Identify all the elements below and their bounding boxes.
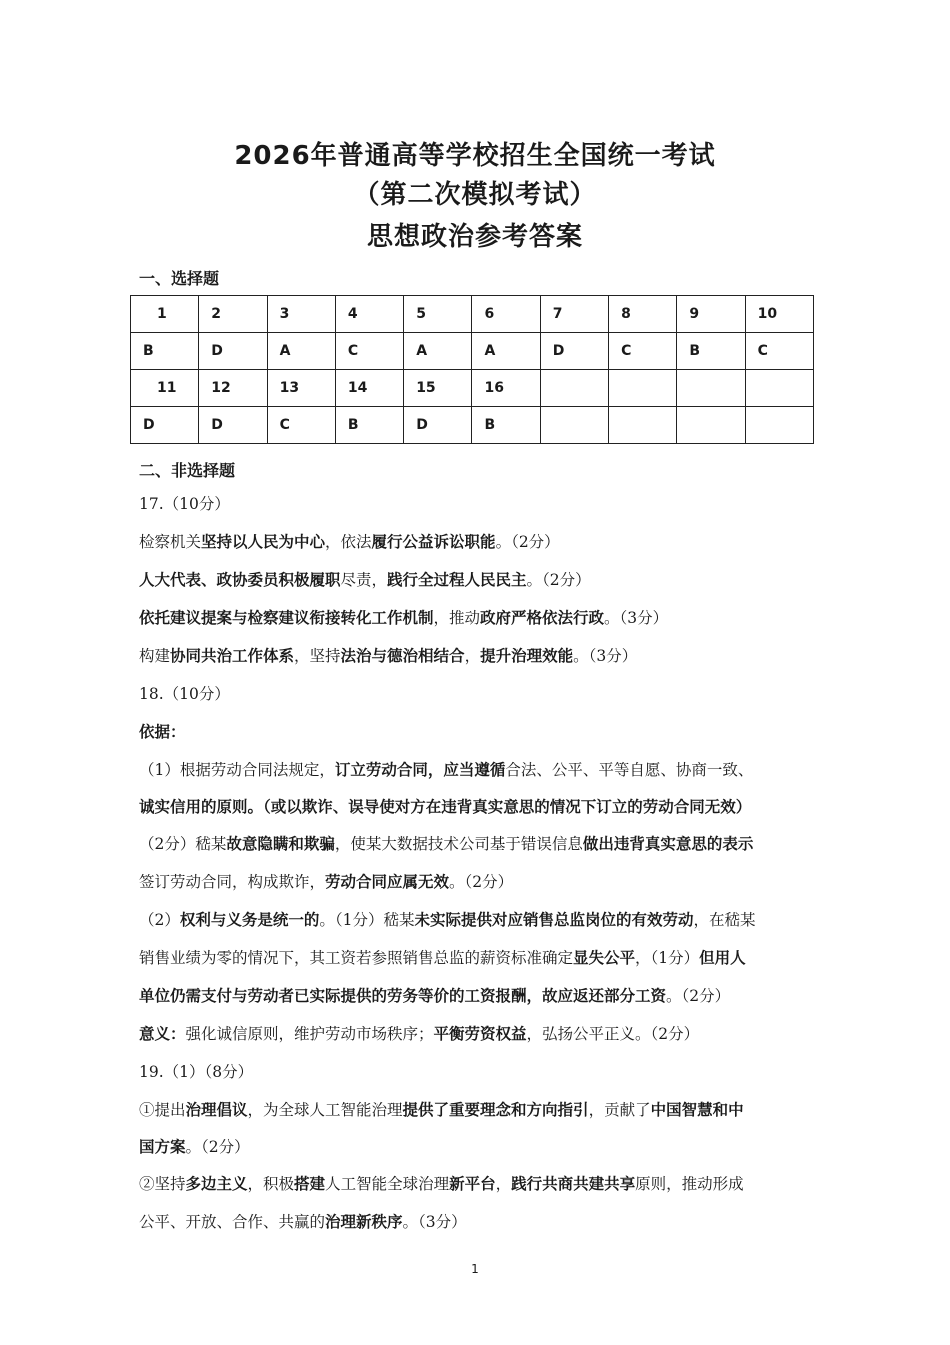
answer-text: ， xyxy=(495,1175,512,1193)
answer-cell: A xyxy=(267,333,335,370)
answer-text: 18.（10分） xyxy=(139,685,230,703)
answer-cell: D xyxy=(199,333,267,370)
question-number-cell xyxy=(677,370,745,407)
answer-cell: B xyxy=(472,407,540,444)
answer-cell: D xyxy=(131,407,199,444)
question-number-cell: 4 xyxy=(335,296,403,333)
answer-text: 19.（1）（8分） xyxy=(139,1063,254,1081)
question-number-cell: 12 xyxy=(199,370,267,407)
key-point-text: 提供了重要理念和方向指引 xyxy=(402,1100,589,1119)
answer-text: ，为全球人工智能治理 xyxy=(247,1101,403,1119)
answer-text: ②坚持 xyxy=(139,1175,186,1193)
key-point-text: 践行全过程人民民主 xyxy=(387,570,527,589)
answer-line xyxy=(139,645,819,667)
answer-text: ， xyxy=(464,647,481,665)
answer-line xyxy=(139,1173,819,1195)
answer-text: 。（2分） xyxy=(495,533,560,551)
key-point-text: 提升治理效能 xyxy=(480,646,574,665)
answer-text: 尽责， xyxy=(340,571,388,589)
question-number-cell: 1 xyxy=(131,296,199,333)
answer-cell: A xyxy=(404,333,472,370)
answer-line xyxy=(139,1099,819,1121)
answer-cell: B xyxy=(677,333,745,370)
answer-table-row xyxy=(131,370,814,407)
answer-cell xyxy=(677,407,745,444)
answer-table-row xyxy=(131,407,814,444)
answer-cell: C xyxy=(335,333,403,370)
answer-line xyxy=(139,607,819,629)
key-point-text: 劳动合同应属无效 xyxy=(325,872,450,891)
key-point-text: 政府严格依法行政 xyxy=(480,608,605,627)
answer-table-row xyxy=(131,296,814,333)
key-point-text: 但用人 xyxy=(699,948,746,967)
answer-text: 公平、开放、合作、共赢的 xyxy=(139,1213,326,1231)
question-number-cell: 15 xyxy=(404,370,472,407)
answer-text: （1）根据劳动合同法规定， xyxy=(139,761,335,779)
question-number-cell: 9 xyxy=(677,296,745,333)
answer-text: 。（2分） xyxy=(185,1138,250,1156)
answer-cell xyxy=(609,407,677,444)
answer-text: ，（1分） xyxy=(635,949,700,967)
answer-line xyxy=(139,947,819,969)
answer-cell: A xyxy=(472,333,540,370)
key-point-text: 履行公益诉讼职能 xyxy=(371,532,496,551)
answer-text: 合法、公平、平等自愿、协商一致、 xyxy=(505,761,754,779)
question-number-cell: 7 xyxy=(540,296,608,333)
question-number-cell: 6 xyxy=(472,296,540,333)
answer-text: ，在嵇某 xyxy=(693,911,756,929)
question-number-cell: 8 xyxy=(609,296,677,333)
answer-line xyxy=(139,493,819,515)
answer-text: 销售业绩为零的情况下，其工资若参照销售总监的薪资标准确定 xyxy=(139,949,574,967)
key-point-text: 意义： xyxy=(139,1024,186,1043)
question-number-cell xyxy=(745,370,813,407)
answer-cell: D xyxy=(540,333,608,370)
answer-text: 强化诚信原则，维护劳动市场秩序； xyxy=(185,1025,434,1043)
exam-subtitle: （第二次模拟考试） xyxy=(353,180,597,210)
answer-line xyxy=(139,1136,819,1158)
answer-text: 人工智能全球治理 xyxy=(325,1175,450,1193)
answer-line xyxy=(139,1211,819,1233)
key-point-text: 依据： xyxy=(139,722,186,741)
answer-line xyxy=(139,531,819,553)
answer-text: （2分）嵇某 xyxy=(139,835,227,853)
answer-cell: B xyxy=(335,407,403,444)
answer-text: （2） xyxy=(139,911,180,929)
key-point-text: 搭建 xyxy=(294,1174,326,1193)
key-point-text: 治理新秩序 xyxy=(325,1212,403,1231)
key-point-text: 多边主义 xyxy=(185,1174,248,1193)
answer-text: 。（1分）嵇某 xyxy=(319,911,415,929)
question-number-cell: 5 xyxy=(404,296,472,333)
key-point-text: 人大代表、政协委员积极履职 xyxy=(139,570,341,589)
answer-text: ，使某大数据技术公司基于错误信息 xyxy=(334,835,583,853)
answer-cell xyxy=(745,407,813,444)
answer-line xyxy=(139,871,819,893)
answer-line xyxy=(139,569,819,591)
answer-key-title: 思想政治参考答案 xyxy=(366,222,583,252)
answer-text: 。（2分） xyxy=(666,987,731,1005)
key-point-text: 依托建议提案与检察建议衔接转化工作机制 xyxy=(139,608,434,627)
key-point-text: 权利与义务是统一的 xyxy=(179,910,320,929)
key-point-text: 治理倡议 xyxy=(185,1100,248,1119)
question-number-cell: 14 xyxy=(335,370,403,407)
question-number-cell: 3 xyxy=(267,296,335,333)
key-point-text: 平衡劳资权益 xyxy=(433,1024,527,1043)
answer-line xyxy=(139,985,819,1007)
exam-title: 2026年普通高等学校招生全国统一考试 xyxy=(234,141,716,171)
answer-line xyxy=(139,759,819,781)
answer-line xyxy=(139,683,819,705)
key-point-text: 。（或以欺诈、误导使对方在违背真实意思的情况下订立的劳动合同无效） xyxy=(247,797,752,816)
answer-cell: C xyxy=(745,333,813,370)
page-number: 1 xyxy=(471,1262,479,1276)
key-point-text: 故意隐瞒和欺骗 xyxy=(226,834,335,853)
key-point-text: 国方案 xyxy=(139,1137,186,1156)
key-point-text: 单位仍需支付与劳动者已实际提供的劳务等价的工资报酬，故应返还部分工资 xyxy=(139,986,667,1005)
answer-cell xyxy=(540,407,608,444)
answer-text: 原则，推动形成 xyxy=(635,1175,744,1193)
answer-cell: D xyxy=(404,407,472,444)
answer-text: 签订劳动合同，构成欺诈， xyxy=(139,873,326,891)
key-point-text: 协同共治工作体系 xyxy=(170,646,295,665)
answer-line xyxy=(139,796,819,818)
answer-text: 。（2分） xyxy=(449,873,514,891)
section-heading-multiple-choice: 一、选择题 xyxy=(139,269,220,288)
answer-cell: C xyxy=(267,407,335,444)
answer-line xyxy=(139,1023,819,1045)
question-number-cell: 11 xyxy=(131,370,199,407)
answer-cell: C xyxy=(609,333,677,370)
answer-text: 。（3分） xyxy=(604,609,669,627)
answer-text: ，积极 xyxy=(247,1175,295,1193)
answer-text: ，贡献了 xyxy=(588,1101,651,1119)
answer-line xyxy=(139,833,819,855)
answer-text: 。（2分） xyxy=(526,571,591,589)
key-point-text: 法治与德治相结合 xyxy=(340,646,465,665)
key-point-text: 诚实信用的原则 xyxy=(139,797,248,816)
question-number-cell: 10 xyxy=(745,296,813,333)
answer-line xyxy=(139,1061,819,1083)
answer-text: 17.（10分） xyxy=(139,495,230,513)
key-point-text: 显失公平 xyxy=(573,948,636,967)
question-number-cell: 16 xyxy=(472,370,540,407)
key-point-text: 中国智慧和中 xyxy=(650,1100,744,1119)
answer-line xyxy=(139,721,819,743)
answer-cell: D xyxy=(199,407,267,444)
answer-text: 。（3分） xyxy=(573,647,638,665)
key-point-text: 订立劳动合同，应当遵循 xyxy=(334,760,506,779)
key-point-text: 新平台 xyxy=(449,1174,496,1193)
answer-text: 构建 xyxy=(139,647,171,665)
question-number-cell xyxy=(609,370,677,407)
answer-line xyxy=(139,909,819,931)
key-point-text: 坚持以人民为中心 xyxy=(201,532,326,551)
answer-table-row xyxy=(131,333,814,370)
answer-text: ，坚持 xyxy=(294,647,341,665)
question-number-cell: 13 xyxy=(267,370,335,407)
answer-text: 。（3分） xyxy=(402,1213,467,1231)
answer-text: ①提出 xyxy=(139,1101,186,1119)
key-point-text: 做出违背真实意思的表示 xyxy=(582,834,754,853)
question-number-cell xyxy=(540,370,608,407)
key-point-text: 未实际提供对应销售总监岗位的有效劳动 xyxy=(414,910,694,929)
key-point-text: 践行共商共建共享 xyxy=(511,1174,636,1193)
answer-text: 检察机关 xyxy=(139,533,202,551)
question-number-cell: 2 xyxy=(199,296,267,333)
answer-table xyxy=(130,295,814,444)
section-heading-open-questions: 二、非选择题 xyxy=(139,461,236,480)
answer-text: ，弘扬公平正义。（2分） xyxy=(526,1025,700,1043)
answer-text: ，依法 xyxy=(325,533,372,551)
answer-text: ，推动 xyxy=(433,609,481,627)
answer-cell: B xyxy=(131,333,199,370)
